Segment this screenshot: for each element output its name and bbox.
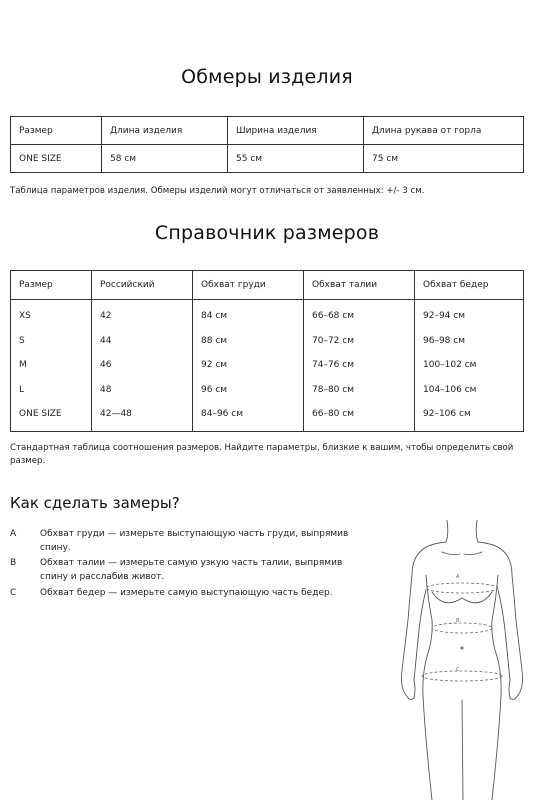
table-cell: ONE SIZE [11,145,102,173]
size-guide-table [10,270,524,432]
size-guide-title: Справочник размеров [154,222,380,244]
table-cell: 84–96 см [193,402,304,431]
header-cell: Российский [92,271,193,300]
header-cell: Длина рукава от горла [364,117,524,145]
table-row [11,378,524,403]
table-cell: 84 см [193,300,304,329]
table-row [11,402,524,431]
table-cell: M [11,353,92,378]
table-cell: 58 см [102,145,228,173]
product-measurements-title: Обмеры изделия [181,66,353,88]
table-cell: 104–106 см [415,378,524,403]
table-cell: 70–72 см [304,329,415,354]
table-cell: 96–98 см [415,329,524,354]
product-measurements-note: Таблица параметров изделия. Обмеры изделий могут отличаться от заявленных: +/- 3 см. [10,186,425,196]
table-header-row [11,271,524,300]
table-cell: 42 [92,300,193,329]
table-cell: 92–106 см [415,402,524,431]
body-measurement-figure [392,520,534,800]
step-text: Обхват талии — измерьте самую узкую часть талии, выпрямив спину и расслабив живот. [40,558,343,582]
table-cell: 92 см [193,353,304,378]
header-cell: Обхват бедер [415,271,524,300]
table-cell: 66–80 см [304,402,415,431]
table-header-row [11,117,524,145]
table-cell: 48 [92,378,193,403]
figure-label-b: B [456,618,460,624]
table-cell: ONE SIZE [11,402,92,431]
table-cell: S [11,329,92,354]
header-cell: Ширина изделия [228,117,364,145]
step-letter: C [10,588,17,598]
header-cell: Размер [11,117,102,145]
table-cell: 96 см [193,378,304,403]
step-letter: A [10,529,17,539]
figure-label-a: A [456,574,460,580]
table-cell: 44 [92,329,193,354]
table-row [11,145,524,173]
header-cell: Обхват груди [193,271,304,300]
table-cell: 88 см [193,329,304,354]
table-cell: 46 [92,353,193,378]
table-cell: 100–102 см [415,353,524,378]
product-measurements-table [10,116,524,173]
figure-label-c: C [456,667,460,673]
table-cell: 55 см [228,145,364,173]
table-cell: 78–80 см [304,378,415,403]
table-cell: 92–94 см [415,300,524,329]
step-text: Обхват бедер — измерьте самую выступающую часть бедер. [40,588,333,598]
table-row [11,353,524,378]
table-row [11,300,524,329]
header-cell: Размер [11,271,92,300]
header-cell: Длина изделия [102,117,228,145]
how-to-measure-title: Как сделать замеры? [10,494,180,512]
table-row [11,329,524,354]
step-text: Обхват груди — измерьте выступающую часть груди, выпрямив спину. [40,529,349,553]
table-cell: 74–76 см [304,353,415,378]
size-guide-note: Стандартная таблица соотношения размеров. Найдите параметры, близкие к вашим, чтобы определить свой размер. [10,443,514,466]
table-cell: 66–68 см [304,300,415,329]
step-letter: B [10,558,17,568]
table-cell: 75 см [364,145,524,173]
table-cell: 42—48 [92,402,193,431]
table-cell: XS [11,300,92,329]
header-cell: Обхват талии [304,271,415,300]
table-cell: L [11,378,92,403]
